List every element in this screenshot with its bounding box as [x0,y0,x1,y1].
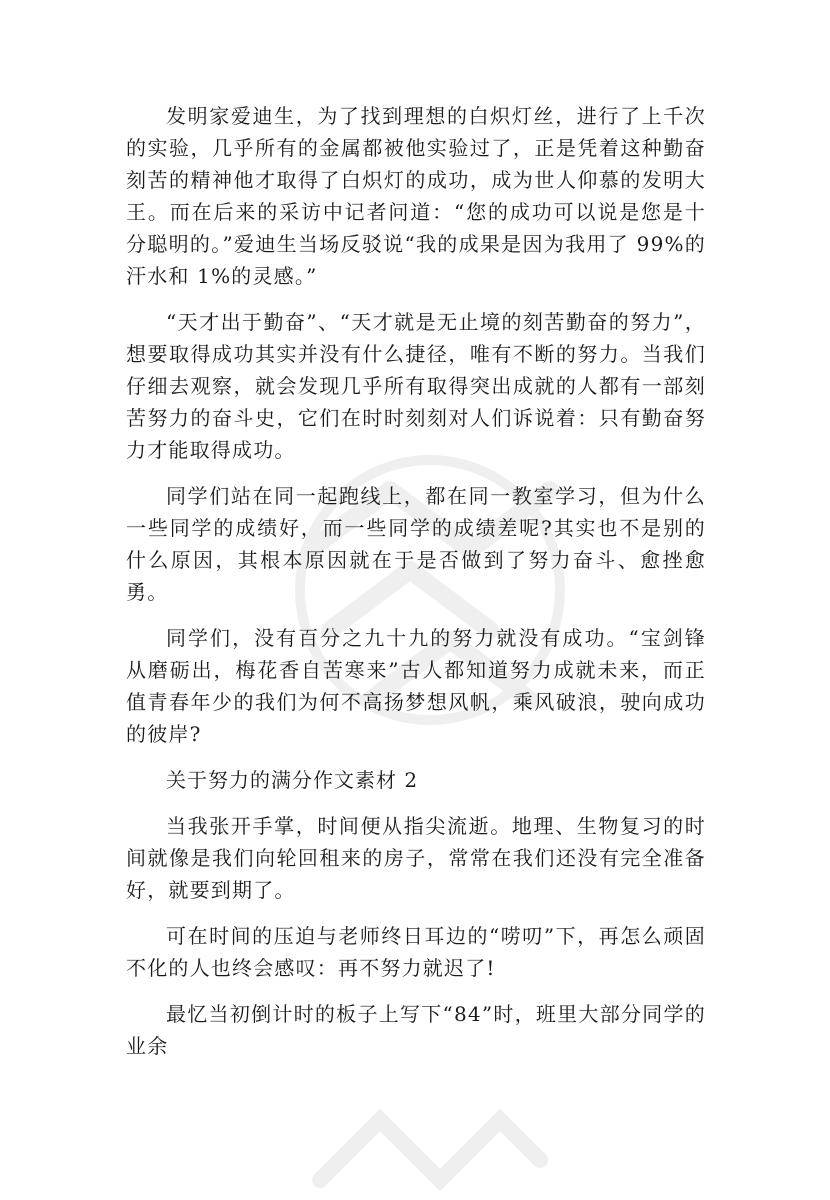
paragraph-countdown: 最忆当初倒计时的板子上写下“84”时，班里大部分同学的业余 [126,1002,706,1058]
document-body [126,100,706,1076]
paragraph-same-starting-line: 同学们站在同一起跑线上，都在同一教室学习，但为什么一些同学的成绩好，而一些同学的成绩差呢?其实也不是别的什么原因，其根本原因就在于是否做到了努力奋斗、愈挫愈勇。 [126,484,706,604]
paragraph-ninety-nine-percent: 同学们，没有百分之九十九的努力就没有成功。“宝剑锋从磨砺出，梅花香自苦寒来”古人都知道努力成就未来，而正值青春年少的我们为何不高扬梦想风帆，乘风破浪，驶向成功的彼岸? [126,626,706,746]
watermark-bottom-icon [300,1080,560,1200]
paragraph-open-palm: 当我张开手掌，时间便从指尖流逝。地理、生物复习的时间就像是我们向轮回租来的房子，常常在我们还没有完全准备好，就要到期了。 [126,814,706,902]
paragraph-genius-diligence: “天才出于勤奋”、“天才就是无止境的刻苦勤奋的努力”，想要取得成功其实并没有什么捷径，唯有不断的努力。当我们仔细去观察，就会发现几乎所有取得突出成就的人都有一部刻苦努力的奋斗史，它们在时时刻刻对人们诉说着：只有勤奋努力才能取得成功。 [126,310,706,462]
section-heading: 关于努力的满分作文素材 2 [166,768,419,792]
paragraph-time-pressure: 可在时间的压迫与老师终日耳边的“唠叨”下，再怎么顽固不化的人也终会感叹：再不努力就迟了! [126,924,706,980]
paragraph-edison: 发明家爱迪生，为了找到理想的白炽灯丝，进行了上千次的实验，几乎所有的金属都被他实验过了，正是凭着这种勤奋刻苦的精神他才取得了白炽灯的成功，成为世人仰慕的发明大王。而在后来的采访中记者问道：“您的成功可以说是您是十分聪明的。”爱迪生当场反驳说“我的成果是因为我用了 99%的汗水和 1%的灵感。” [126,104,706,288]
